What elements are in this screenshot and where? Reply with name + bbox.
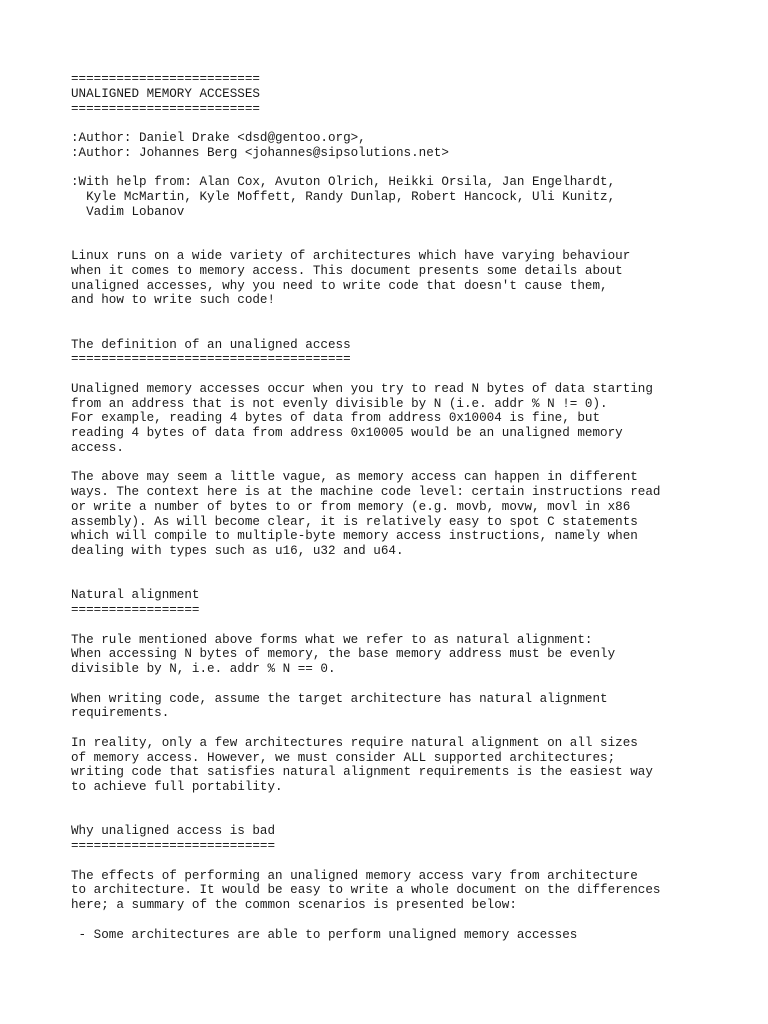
text-line: :Author: Daniel Drake <dsd@gentoo.org>, — [71, 131, 366, 145]
text-line: Natural alignment — [71, 588, 200, 603]
text-line: :Author: Johannes Berg <johannes@sipsolutions.net> — [71, 145, 449, 160]
blank-line — [71, 677, 660, 692]
blank-line — [71, 116, 660, 131]
blank-line — [71, 161, 660, 176]
text-line: ========================= — [71, 101, 260, 116]
text-line: ================= — [71, 603, 200, 617]
blank-line — [71, 220, 660, 235]
text-line: =========================== — [71, 839, 276, 853]
blank-line — [71, 323, 660, 338]
text-line: assembly). As will become clear, it is relatively easy to spot C statements — [71, 514, 638, 529]
text-line: Vadim Lobanov — [71, 204, 185, 219]
text-line: to achieve full portability. — [71, 780, 283, 794]
text-line: when it comes to memory access. This document presents some details about — [71, 263, 623, 278]
text-line: Unaligned memory accesses occur when you try to read N bytes of data starting — [71, 381, 653, 396]
blank-line — [71, 456, 660, 471]
text-line: unaligned accesses, why you need to write code that doesn't cause them, — [71, 278, 608, 293]
text-line: requirements. — [71, 706, 170, 721]
text-line: of memory access. However, we must consider ALL supported architectures; — [71, 750, 616, 765]
text-line: divisible by N, i.e. addr % N == 0. — [71, 662, 336, 676]
text-line: In reality, only a few architectures require natural alignment on all sizes — [71, 735, 638, 750]
blank-line — [71, 810, 660, 825]
blank-line — [71, 559, 660, 574]
text-line: When accessing N bytes of memory, the base memory address must be evenly — [71, 647, 616, 662]
blank-line — [71, 367, 660, 382]
text-line: here; a summary of the common scenarios is presented below: — [71, 898, 517, 912]
document-text — [71, 72, 660, 942]
blank-line — [71, 721, 660, 736]
text-line: The effects of performing an unaligned memory access vary from architecture — [71, 868, 638, 883]
text-line: access. — [71, 440, 124, 455]
text-line: ===================================== — [71, 352, 351, 367]
text-line: dealing with types such as u16, u32 and u64. — [71, 544, 404, 558]
text-line: reading 4 bytes of data from address 0x10005 would be an unaligned memory — [71, 426, 623, 440]
text-line: writing code that satisfies natural alignment requirements is the easiest way — [71, 765, 653, 780]
text-line: and how to write such code! — [71, 293, 276, 308]
blank-line — [71, 234, 660, 249]
text-line: ways. The context here is at the machine code level: certain instructions read — [71, 485, 661, 499]
text-line: When writing code, assume the target architecture has natural alignment — [71, 691, 608, 706]
text-line: ========================= — [71, 72, 260, 86]
blank-line — [71, 618, 660, 633]
text-line: Kyle McMartin, Kyle Moffett, Randy Dunlap, Robert Hancock, Uli Kunitz, — [71, 190, 616, 204]
text-line: :With help from: Alan Cox, Avuton Olrich, Heikki Orsila, Jan Engelhardt, — [71, 175, 616, 190]
text-line: - Some architectures are able to perform unaligned memory accesses — [71, 927, 578, 942]
text-line: or write a number of bytes to or from memory (e.g. movb, movw, movl in x86 — [71, 499, 631, 514]
text-line: For example, reading 4 bytes of data from address 0x10004 is fine, but — [71, 411, 601, 426]
text-line: UNALIGNED MEMORY ACCESSES — [71, 86, 260, 101]
text-line: The rule mentioned above forms what we refer to as natural alignment: — [71, 632, 593, 647]
text-line: which will compile to multiple-byte memory access instructions, namely when — [71, 529, 638, 544]
text-line: to architecture. It would be easy to write a whole document on the differences — [71, 883, 661, 898]
blank-line — [71, 854, 660, 869]
blank-line — [71, 795, 660, 810]
text-line: The above may seem a little vague, as memory access can happen in different — [71, 470, 638, 485]
text-line: from an address that is not evenly divisible by N (i.e. addr % N != 0). — [71, 396, 608, 411]
blank-line — [71, 574, 660, 589]
text-line: Why unaligned access is bad — [71, 824, 276, 839]
text-line: Linux runs on a wide variety of architectures which have varying behaviour — [71, 249, 631, 263]
text-line: The definition of an unaligned access — [71, 337, 351, 352]
blank-line — [71, 913, 660, 928]
blank-line — [71, 308, 660, 323]
